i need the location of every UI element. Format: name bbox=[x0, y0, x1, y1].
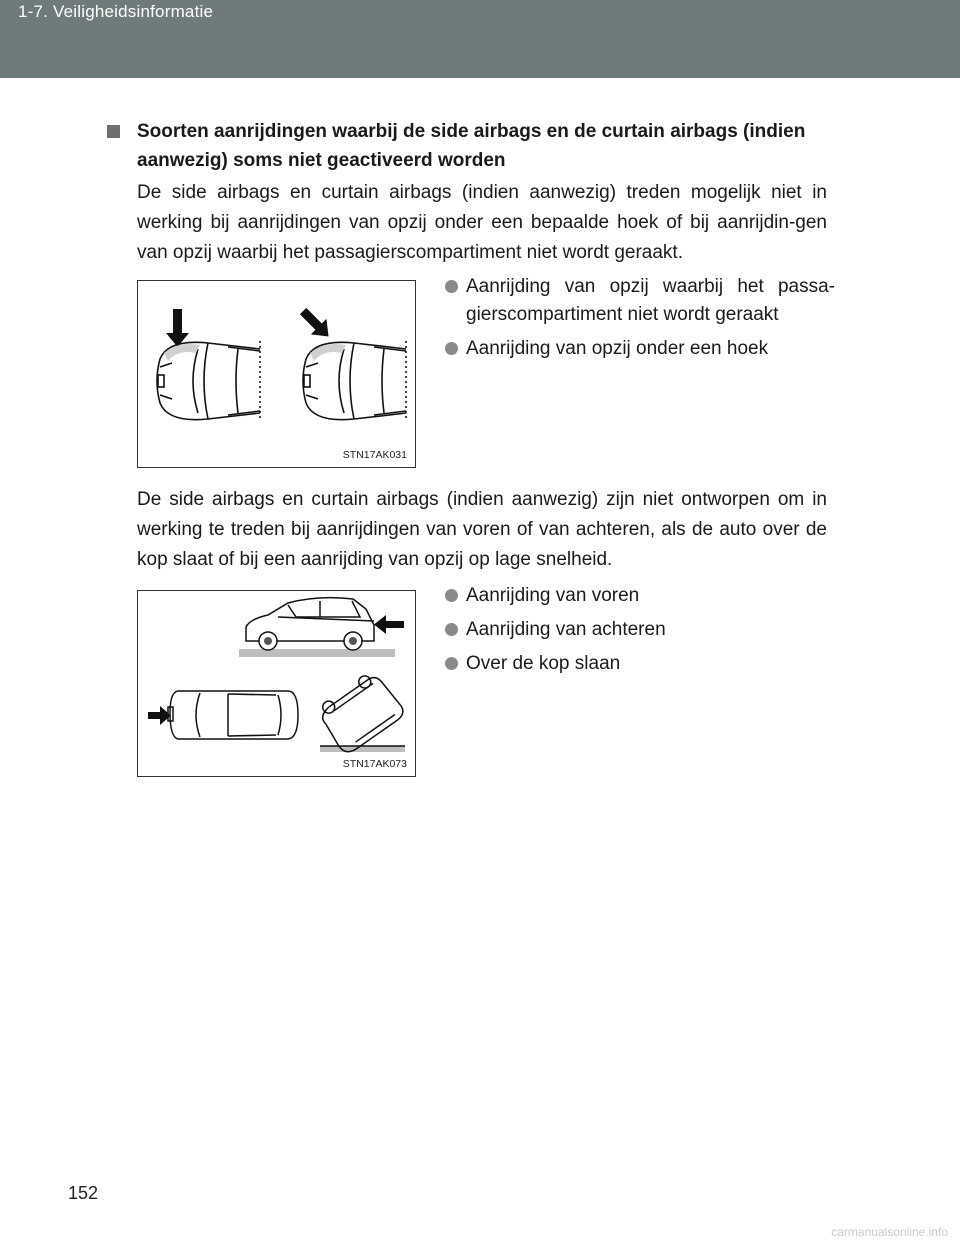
heading-square-icon bbox=[107, 125, 120, 138]
bullet-icon bbox=[445, 280, 458, 293]
arrow-diagonal-icon bbox=[295, 303, 336, 344]
page-number: 152 bbox=[68, 1183, 99, 1203]
list-item-text: Aanrijding van achteren bbox=[466, 619, 666, 640]
list-item-text: Aanrijding van opzij onder een hoek bbox=[466, 338, 769, 359]
car-rollover-icon bbox=[314, 668, 407, 756]
car-top-view-icon bbox=[168, 691, 298, 739]
bullet-icon bbox=[445, 657, 458, 670]
watermark: carmanualsonline.info bbox=[831, 1225, 948, 1239]
second-paragraph: De side airbags en curtain airbags (indien aanwezig) zijn niet ontworpen om in werking te treden bij aanrijdingen van voren of van achteren, als de auto over de kop slaat of bij een aanrijding van opzij op lage snelheid. bbox=[137, 489, 827, 570]
arrow-left-icon bbox=[374, 615, 404, 634]
list-item-text: Over de kop slaan bbox=[466, 653, 621, 674]
bullet-list-front-rear bbox=[445, 582, 835, 684]
side-impact-illustration bbox=[138, 281, 415, 467]
intro-paragraph: De side airbags en curtain airbags (indien aanwezig) treden mogelijk niet in werking bij aanrijdingen van opzij onder een bepaalde hoek of bij aanrijdin-gen van opzij waarbij het passagierscompartiment niet wordt geraakt. bbox=[137, 182, 827, 263]
arrow-down-icon bbox=[166, 309, 189, 347]
bullet-icon bbox=[445, 589, 458, 602]
header-band bbox=[0, 0, 960, 78]
list-item-text: Aanrijding van voren bbox=[466, 585, 640, 606]
collision-types-illustration bbox=[138, 591, 415, 776]
section-title: 1-7. Veiligheidsinformatie bbox=[18, 2, 214, 21]
figure-code: STN17AK073 bbox=[342, 758, 407, 770]
list-item bbox=[445, 273, 835, 329]
list-item bbox=[445, 616, 835, 644]
ground-shadow bbox=[239, 649, 395, 657]
list-item-text: Aanrijding van opzij waarbij het passa-gierscompartiment niet wordt geraakt bbox=[466, 276, 835, 325]
list-item bbox=[445, 650, 835, 678]
heading-text: Soorten aanrijdingen waarbij de side airbags en de curtain airbags (indien aanwezig) soms niet geactiveerd worden bbox=[137, 121, 806, 171]
list-item bbox=[445, 335, 835, 363]
bullet-icon bbox=[445, 342, 458, 355]
figure-front-rear-rollover bbox=[137, 590, 416, 777]
section-heading bbox=[107, 117, 847, 175]
bullet-icon bbox=[445, 623, 458, 636]
figure-code: STN17AK031 bbox=[342, 449, 407, 461]
list-item bbox=[445, 582, 835, 610]
figure-side-impact bbox=[137, 280, 416, 468]
ground-shadow bbox=[320, 746, 405, 752]
bullet-list-side-impact bbox=[445, 273, 835, 369]
